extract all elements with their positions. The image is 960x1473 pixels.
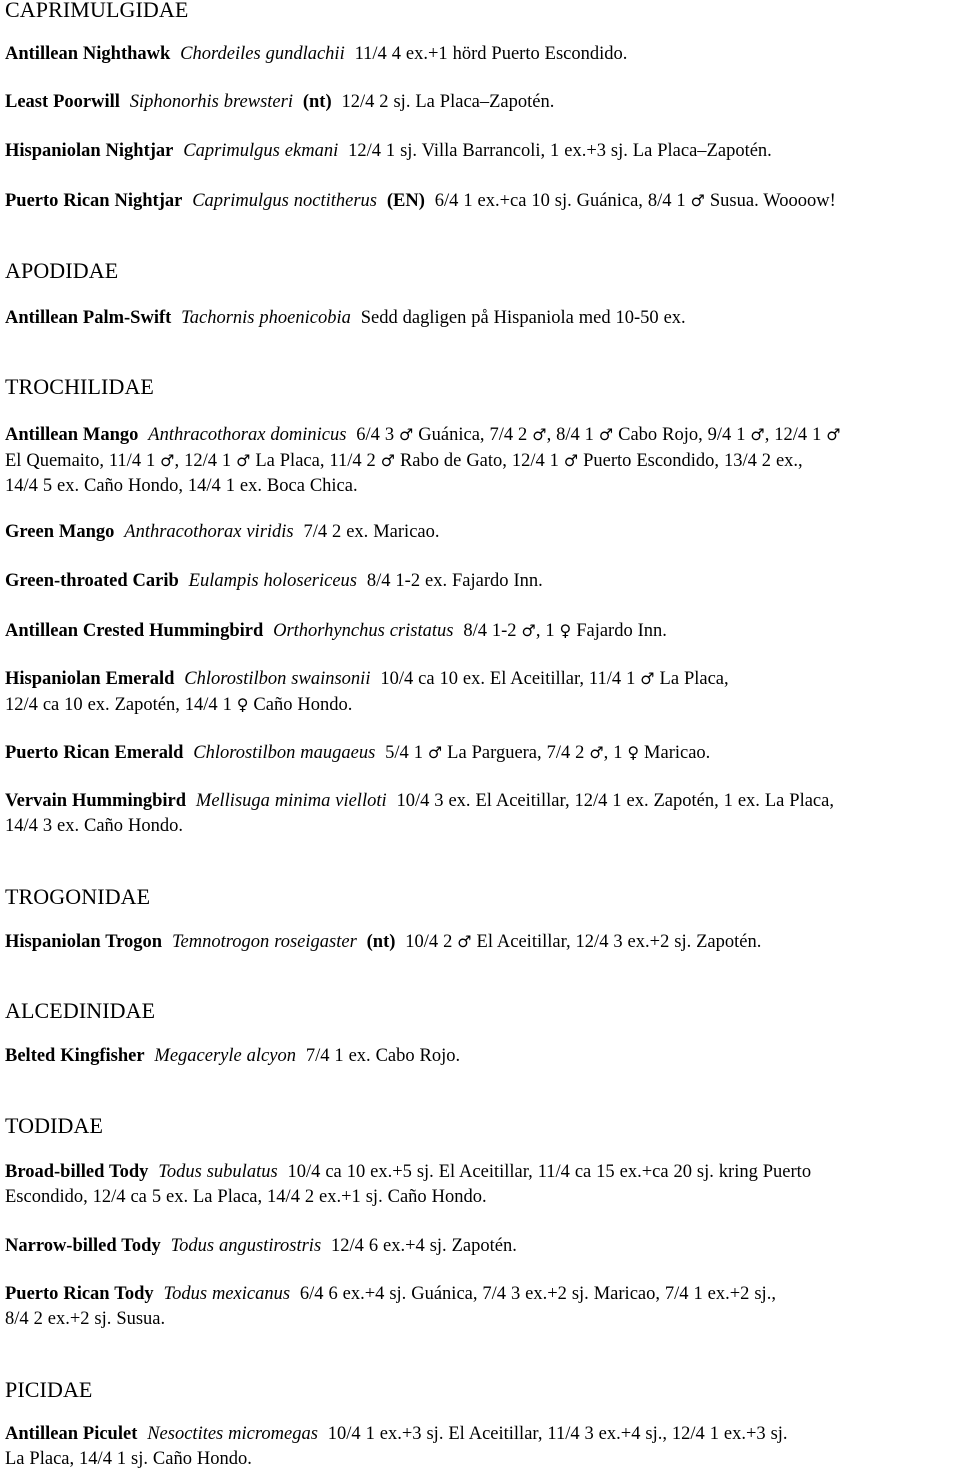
entry-line [5,1422,960,1447]
scientific-name: Siphonorhis brewsteri [129,92,293,112]
observation-text: 14/4 3 ex. Caño Hondo. [5,816,183,836]
common-name: Green Mango [5,522,115,542]
species-entry [5,42,960,67]
common-name: Antillean Mango [5,425,139,445]
common-name: Least Poorwill [5,92,120,112]
species-entry [5,1282,960,1332]
entry-line [5,569,960,594]
observation-text: 8/4 2 ex.+2 sj. Susua. [5,1309,166,1329]
entry-line [5,1307,960,1332]
species-entry [5,139,960,164]
scientific-name: Nesoctites micromegas [147,1424,318,1444]
status-badge: (EN) [386,191,425,211]
observation-text: 7/4 2 ex. Maricao. [303,522,440,542]
family-heading: PICIDAE [5,1377,93,1402]
common-name: Puerto Rican Emerald [5,743,184,763]
male-symbol-icon: ♂ [236,451,251,470]
species-entry [5,306,960,331]
status-badge: (nt) [366,932,396,952]
species-entry [5,789,960,839]
observation-text: 12/4 2 sj. La Placa–Zapotén. [341,92,555,112]
common-name: Antillean Piculet [5,1424,138,1444]
observation-text: , 12/4 1 [174,451,237,471]
common-name: Puerto Rican Nightjar [5,191,183,211]
observation-text: 6/4 3 [356,425,400,445]
entry-line [5,1185,960,1210]
observation-text: El Aceitillar, 12/4 3 ex.+2 sj. Zapotén. [471,932,762,952]
scientific-name: Chlorostilbon maugaeus [193,743,376,763]
female-symbol-icon: ♀ [236,695,249,714]
scientific-name: Mellisuga minima vielloti [195,791,387,811]
scientific-name: Todus mexicanus [163,1284,291,1304]
observation-text: 11/4 4 ex.+1 hörd Puerto Escondido. [354,44,628,64]
species-entry [5,1422,960,1472]
scientific-name: Chlorostilbon swainsonii [184,669,371,689]
scientific-name: Anthracothorax dominicus [148,425,347,445]
common-name: Hispaniolan Emerald [5,669,175,689]
observation-text: 10/4 ca 10 ex. El Aceitillar, 11/4 1 [380,669,641,689]
common-name: Green-throated Carib [5,571,179,591]
scientific-name: Eulampis holosericeus [188,571,357,591]
family-heading: CAPRIMULGIDAE [5,0,189,22]
entry-line [5,90,960,115]
observation-text: Sedd dagligen på Hispaniola med 10-50 ex. [360,308,686,328]
family-heading: TODIDAE [5,1113,104,1138]
species-entry [5,1234,960,1259]
male-symbol-icon: ♂ [160,451,175,470]
entry-line [5,188,960,214]
common-name: Puerto Rican Tody [5,1284,154,1304]
common-name: Hispaniolan Trogon [5,932,163,952]
male-symbol-icon: ♂ [521,621,536,640]
observation-text: 12/4 1 sj. Villa Barrancoli, 1 ex.+3 sj. La Placa–Zapotén. [348,141,772,161]
status-badge: (nt) [302,92,332,112]
entry-line [5,789,960,814]
entry-line [5,1447,960,1472]
entry-line [5,1044,960,1069]
species-entry [5,188,960,214]
male-symbol-icon: ♂ [532,425,547,444]
observation-text: Puerto Escondido, 13/4 2 ex., [578,451,803,471]
observation-text: 6/4 1 ex.+ca 10 sj. Guánica, 8/4 1 [434,191,691,211]
entry-line [5,139,960,164]
entry-line [5,740,960,766]
family-heading: ALCEDINIDAE [5,998,156,1023]
entry-line [5,929,960,955]
scientific-name: Temnotrogon roseigaster [171,932,357,952]
scientific-name: Anthracothorax viridis [124,522,294,542]
scientific-name: Megaceryle alcyon [154,1046,296,1066]
observation-text: 8/4 1-2 [463,621,522,641]
entry-line [5,422,960,448]
common-name: Hispaniolan Nightjar [5,141,174,161]
observation-text: Maricao. [639,743,711,763]
observation-text: La Placa, 11/4 2 [250,451,381,471]
male-symbol-icon: ♂ [399,425,414,444]
female-symbol-icon: ♀ [627,743,640,762]
observation-text: 12/4 6 ex.+4 sj. Zapotén. [331,1236,517,1256]
common-name: Antillean Crested Hummingbird [5,621,264,641]
scientific-name: Chordeiles gundlachii [180,44,345,64]
species-entry [5,569,960,594]
observation-text: 10/4 1 ex.+3 sj. El Aceitillar, 11/4 3 ex.+4 sj., 12/4 1 ex.+3 sj. [327,1424,788,1444]
observation-text: 10/4 ca 10 ex.+5 sj. El Aceitillar, 11/4 ca 15 ex.+ca 20 sj. kring Puerto [287,1162,812,1182]
entry-line [5,618,960,644]
male-symbol-icon: ♂ [457,932,472,951]
entry-line [5,692,960,718]
observation-text: Cabo Rojo, 9/4 1 [613,425,751,445]
female-symbol-icon: ♀ [559,621,572,640]
species-entry [5,1044,960,1069]
observation-text: Fajardo Inn. [571,621,667,641]
male-symbol-icon: ♂ [380,451,396,470]
male-symbol-icon: ♂ [427,743,443,762]
entry-line [5,814,960,839]
male-symbol-icon: ♂ [640,669,655,688]
observation-text: La Placa, 14/4 1 sj. Caño Hondo. [5,1449,252,1469]
observation-text: La Parguera, 7/4 2 [442,743,590,763]
species-entry [5,520,960,545]
male-symbol-icon: ♂ [750,425,765,444]
observation-text: Escondido, 12/4 ca 5 ex. La Placa, 14/4 2 ex.+1 sj. Caño Hondo. [5,1187,487,1207]
species-entry [5,1160,960,1210]
scientific-name: Orthorhynchus cristatus [273,621,454,641]
observation-text: 7/4 1 ex. Cabo Rojo. [305,1046,461,1066]
scientific-name: Todus angustirostris [170,1236,322,1256]
male-symbol-icon: ♂ [690,191,705,210]
scientific-name: Todus subulatus [158,1162,278,1182]
observation-text: , 8/4 1 [546,425,599,445]
observation-text: , 1 [603,743,628,763]
observation-text: Caño Hondo. [248,695,353,715]
family-heading: TROGONIDAE [5,884,151,909]
scientific-name: Tachornis phoenicobia [181,308,351,328]
male-symbol-icon: ♂ [598,425,614,444]
species-entry [5,422,960,499]
species-entry [5,929,960,955]
entry-line [5,306,960,331]
scientific-name: Caprimulgus ekmani [183,141,339,161]
entry-line [5,42,960,67]
observation-text: 10/4 3 ex. El Aceitillar, 12/4 1 ex. Zapotén, 1 ex. La Placa, [396,791,834,811]
observation-text: , 12/4 1 [764,425,827,445]
observation-text: Guánica, 7/4 2 [413,425,533,445]
entry-line [5,1282,960,1307]
observation-text: 5/4 1 [385,743,428,763]
entry-line [5,1234,960,1259]
observation-text: , 1 [535,621,560,641]
entry-line [5,448,960,474]
scientific-name: Caprimulgus noctitherus [192,191,377,211]
observation-text: Susua. Woooow! [704,191,836,211]
species-entry [5,740,960,766]
observation-text: 8/4 1-2 ex. Fajardo Inn. [366,571,543,591]
common-name: Broad-billed Tody [5,1162,149,1182]
common-name: Antillean Palm-Swift [5,308,172,328]
entry-line [5,520,960,545]
observation-text: La Placa, [654,669,729,689]
male-symbol-icon: ♂ [826,425,841,444]
species-entry [5,90,960,115]
observation-text: 10/4 2 [405,932,458,952]
species-entry [5,666,960,718]
entry-line [5,666,960,692]
common-name: Vervain Hummingbird [5,791,187,811]
male-symbol-icon: ♂ [589,743,604,762]
common-name: Narrow-billed Tody [5,1236,161,1256]
observation-text: El Quemaito, 11/4 1 [5,451,161,471]
entry-line [5,474,960,499]
species-entry [5,618,960,644]
observation-text: 6/4 6 ex.+4 sj. Guánica, 7/4 3 ex.+2 sj. Maricao, 7/4 1 ex.+2 sj., [299,1284,776,1304]
family-heading: TROCHILIDAE [5,374,154,399]
observation-text: 14/4 5 ex. Caño Hondo, 14/4 1 ex. Boca Chica. [5,476,358,496]
entry-line [5,1160,960,1185]
observation-text: 12/4 ca 10 ex. Zapotén, 14/4 1 [5,695,237,715]
family-heading: APODIDAE [5,258,119,283]
common-name: Antillean Nighthawk [5,44,171,64]
common-name: Belted Kingfisher [5,1046,145,1066]
observation-text: Rabo de Gato, 12/4 1 [395,451,564,471]
male-symbol-icon: ♂ [563,451,579,470]
